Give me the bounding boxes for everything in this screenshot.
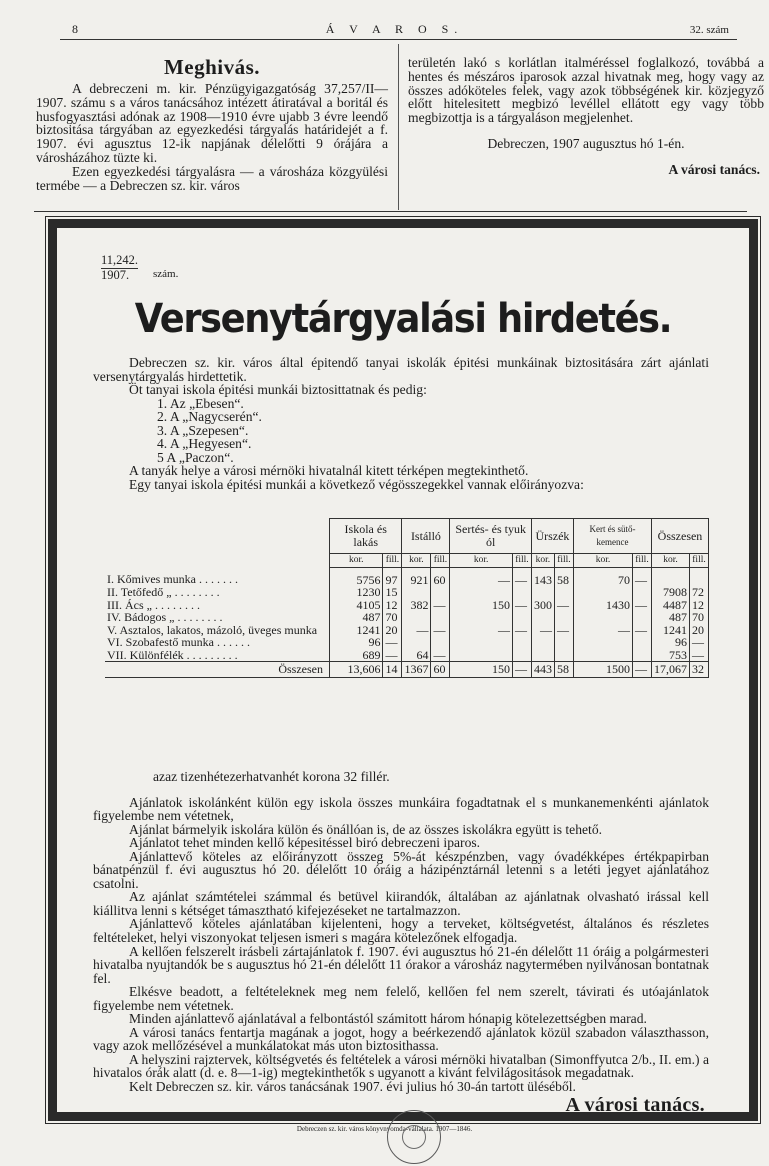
- table-cell-filler: —: [690, 649, 709, 662]
- table-cell-filler: [690, 567, 709, 586]
- table-cell-filler: —: [632, 567, 651, 586]
- table-cell-filler: 97: [383, 567, 402, 586]
- col-header: Istálló: [402, 519, 450, 554]
- condition-paragraph: Ajánlat bármelyik iskolára külön és önállóan is, de az összes iskolákra együtt is tehető.: [129, 821, 603, 837]
- condition-paragraph: Ajánlatot tehet minden kellő képesitéssel biró debreczeni iparos.: [129, 835, 481, 851]
- list-item: 4. A „Hegyesen“.: [157, 436, 252, 451]
- table-cell-filler: 12: [690, 599, 709, 612]
- sub-header-fill: fill.: [431, 554, 450, 568]
- table-cell-korona: [573, 586, 632, 599]
- table-corner: [105, 519, 330, 554]
- sub-header-row: [105, 554, 709, 568]
- table-cell-korona: [573, 636, 632, 649]
- table-cell-korona: [450, 611, 513, 624]
- table-cell-korona: 17,067: [651, 662, 689, 678]
- table-cell-korona: [573, 611, 632, 624]
- table-cell-korona: 150: [450, 662, 513, 678]
- table-cell-korona: [531, 649, 554, 662]
- table-row: [105, 662, 709, 678]
- notice-signer: A városi tanács.: [565, 1094, 705, 1116]
- table-cell-filler: —: [383, 636, 402, 649]
- table-cell-korona: 70: [573, 567, 632, 586]
- table-cell-korona: [651, 567, 689, 586]
- invitation-paragraph: A debreczeni m. kir. Pénzügyigazgatóság 37,257/II—1907. számu s a város tanácsához intézett átiratával a boritál és husfogyasztási adónak az 1908—1910 évre ujabb 3 évre leendő biztositása tárgyában az egyezkedési tárgyalás határidejét a f. 1907. évi agusztus 12-ik napjának délelőtti 9 órájára a városházához tüzte ki.: [36, 81, 388, 165]
- row-label: VI. Szobafestő munka . . . . . .: [107, 635, 250, 649]
- table-cell-korona: —: [573, 624, 632, 637]
- table-cell-korona: 487: [330, 611, 383, 624]
- sub-header-kor: kor.: [330, 554, 383, 568]
- table-cell-filler: [431, 636, 450, 649]
- condition-paragraph: A kellően felszerelt irásbeli zártajánlatok f. 1907. évi augusztus hó 21-én délelőtt 11 óráig a polgármesteri hivatalba nyujtandók be s augusztus hó 21-én délelőtt 11 órakor a városház nagytermében nyilvánosan bontatnak fel.: [93, 943, 709, 986]
- table-cell-filler: 70: [690, 611, 709, 624]
- col-header: Sertés- és tyuk ól: [450, 519, 532, 554]
- table-cell-filler: —: [383, 649, 402, 662]
- library-stamp: [387, 1110, 441, 1164]
- condition-paragraph: Ajánlatok iskolánként külön egy iskola összes munkáira fogadtatnak el s munkanemenkénti ajánlatok figyelembe nem vétetnek,: [93, 794, 709, 824]
- issue-number: 32. szám: [689, 24, 729, 36]
- col-header: Ürszék: [531, 519, 573, 554]
- list-item: 2. A „Nagycserén“.: [157, 409, 262, 424]
- condition-paragraph: A városi tanács fentartja magának a jogot, hogy a beérkezendő ajánlatok közül szabadon választhasson, vagy azok mellőzésével a munkálatokat más uton biztosithassa.: [93, 1024, 709, 1054]
- table-cell-filler: 32: [690, 662, 709, 678]
- invitation-title: Meghivás.: [163, 55, 261, 79]
- table-cell-korona: 4105: [330, 599, 383, 612]
- table-cell-filler: 14: [383, 662, 402, 678]
- cost-table: [105, 518, 709, 678]
- sub-header-kor: kor.: [402, 554, 431, 568]
- table-cell-korona: 921: [402, 567, 431, 586]
- table-cell-filler: 20: [690, 624, 709, 637]
- notice-conditions: [93, 770, 709, 1094]
- table-cell-filler: [554, 586, 573, 599]
- table-cell-filler: —: [690, 636, 709, 649]
- table-cell-filler: [512, 586, 531, 599]
- header-rule: [60, 39, 737, 40]
- table-cell-korona: 150: [450, 599, 513, 612]
- sub-header-fill: fill.: [383, 554, 402, 568]
- table-cell-filler: 60: [431, 567, 450, 586]
- table-cell-filler: 70: [383, 611, 402, 624]
- table-cell-korona: 96: [330, 636, 383, 649]
- table-cell-korona: —: [402, 624, 431, 637]
- col-header: Kert és sütő-kemence: [573, 519, 651, 554]
- invitation-right-column: [408, 56, 764, 177]
- table-cell-korona: 300: [531, 599, 554, 612]
- table-cell-korona: 7908: [651, 586, 689, 599]
- table-cell-filler: —: [431, 624, 450, 637]
- condition-paragraph: Ajánlattevő köteles az előirányzott összeg 5%-át készpénzben, vagy óvadékképes értékpapirban bánatpénzül f. évi augusztus hó 20. délelőtt 10 óráig a házipénztárnál letenni s a letéti jegyet ajánlatához csatolni.: [93, 848, 709, 891]
- table-cell-korona: 382: [402, 599, 431, 612]
- sub-header-fill: fill.: [554, 554, 573, 568]
- paper-title: Á V A R O S.: [325, 22, 464, 36]
- table-cell-filler: [512, 611, 531, 624]
- invitation-paragraph: Ezen egyezkedési tárgyalásra — a városháza közgyülési termébe — a Debreczen sz. kir. város: [36, 163, 388, 193]
- ref-year: 1907.: [101, 268, 130, 282]
- table-cell-korona: —: [531, 624, 554, 637]
- table-cell-filler: [632, 649, 651, 662]
- list-item: 1. Az „Ebesen“.: [157, 395, 244, 411]
- table-cell-korona: 96: [651, 636, 689, 649]
- invitation-paragraph: területén lakó s korlátlan italméréssel foglalkozó, továbbá a hentes és mészáros iparosok azzal hivatnak meg, hogy vagy az összes adóköteles felek, vagy azok többségének kir. közjegyző előtt hitelesitett megbizó levéllel ellátott egy vagy több megbizottja is a tárgyaláson megjelenhet.: [408, 55, 764, 126]
- condition-paragraph: Minden ajánlattevő ajánlatával a felbontástól számitott három hónapig kötelezettségben marad.: [129, 1011, 647, 1027]
- row-label: IV. Bádogos „ . . . . . . . .: [107, 610, 223, 624]
- table-cell-korona: [402, 636, 431, 649]
- table-cell-korona: 1241: [651, 624, 689, 637]
- col-header: Összesen: [651, 519, 708, 554]
- invitation-left-column: [36, 55, 388, 192]
- condition-paragraph: Elkésve beadott, a feltételeknek meg nem felelő, kellően fel nem szerelt, távirati és utóajánlatok figyelembe nem vétetnek.: [93, 984, 709, 1013]
- table-cell-korona: 443: [531, 662, 554, 678]
- table-row: [105, 586, 709, 599]
- table-cell-filler: [632, 611, 651, 624]
- table-cell-korona: [450, 649, 513, 662]
- notice-title: Versenytárgyalási hirdetés.: [134, 296, 672, 342]
- table-lead: Egy tanyai iskola épitési munkái a következő végösszegekkel vannak előirányozva:: [129, 476, 584, 492]
- table-cell-korona: 753: [651, 649, 689, 662]
- amount-words: azaz tizenhétezerhatvanhét korona 32 fillér.: [153, 769, 390, 784]
- table-cell-korona: [450, 586, 513, 599]
- sub-header-kor: kor.: [573, 554, 632, 568]
- table-cell-filler: [554, 611, 573, 624]
- table-cell-filler: [431, 586, 450, 599]
- table-cell-korona: [573, 649, 632, 662]
- notice-body: [57, 228, 749, 1116]
- row-label: V. Asztalos, lakatos, mázoló, üveges munka: [107, 622, 318, 637]
- table-cell-filler: [632, 636, 651, 649]
- table-cell-filler: 58: [554, 662, 573, 678]
- table-cell-filler: —: [512, 567, 531, 586]
- notice-intro-text: Debreczen sz. kir. város által épitendő tanyai iskolák épitési munkáinak biztositására zárt ajánlati versenytárgyalás hirdettetik.: [93, 355, 709, 384]
- notice-intro: [93, 356, 709, 491]
- table-cell-filler: [431, 611, 450, 624]
- page-header: [60, 22, 729, 40]
- table-cell-korona: 1241: [330, 624, 383, 637]
- list-item: 5 A „Paczon“.: [157, 449, 234, 465]
- table-cell-filler: —: [512, 662, 531, 678]
- table-cell-filler: 72: [690, 586, 709, 599]
- page-number: 8: [72, 22, 78, 36]
- condition-paragraph: Kelt Debreczen sz. kir. város tanácsának 1907. évi julius hó 30-án tartott üléséből.: [129, 1079, 576, 1095]
- table-cell-korona: —: [450, 624, 513, 637]
- total-label: Összesen: [105, 662, 330, 678]
- table-cell-filler: 60: [431, 662, 450, 678]
- invitation-signer: A városi tanács.: [668, 161, 760, 177]
- table-cell-korona: 487: [651, 611, 689, 624]
- table-cell-filler: —: [512, 599, 531, 612]
- table-cell-korona: 1430: [573, 599, 632, 612]
- table-cell-korona: 13,606: [330, 662, 383, 678]
- table-cell-filler: —: [632, 624, 651, 637]
- ref-number: 11,242.: [101, 253, 139, 267]
- table-cell-filler: —: [431, 599, 450, 612]
- row-label: I. Kőmives munka . . . . . . .: [107, 572, 238, 587]
- section-rule: [34, 211, 747, 212]
- table-row: [105, 649, 709, 662]
- table-cell-filler: [554, 649, 573, 662]
- row-label: II. Tetőfedő „ . . . . . . . .: [107, 585, 220, 599]
- table-row: [105, 611, 709, 624]
- reference-number: [101, 253, 179, 282]
- table-cell-korona: —: [450, 567, 513, 586]
- table-cell-korona: 5756: [330, 567, 383, 586]
- condition-paragraph: Az ajánlat számtételei számmal és betüvel kiirandók, általában az ajánlatnak olvasható irással kell kiállitva lenni s kétséget támasztható kifejezéseket ne tartalmazzon.: [93, 889, 709, 918]
- table-cell-korona: 64: [402, 649, 431, 662]
- map-note: A tanyák helye a városi mérnöki hivatalnál kitett térképen megtekinthető.: [129, 463, 529, 478]
- table-corner: [105, 554, 330, 568]
- table-cell-filler: —: [632, 662, 651, 678]
- table-cell-filler: [512, 636, 531, 649]
- notice-frame: [48, 219, 758, 1121]
- table-cell-korona: [402, 611, 431, 624]
- sub-header-fill: fill.: [632, 554, 651, 568]
- table-cell-filler: [512, 649, 531, 662]
- table-cell-korona: 689: [330, 649, 383, 662]
- table-cell-filler: —: [554, 624, 573, 637]
- printer-imprint: Debreczen sz. kir. város könyvnyomda-vállalata. 1907—1846.: [296, 1125, 473, 1133]
- table-cell-filler: —: [554, 599, 573, 612]
- table-cell-filler: 12: [383, 599, 402, 612]
- table-cell-korona: 143: [531, 567, 554, 586]
- sub-header-fill: fill.: [690, 554, 709, 568]
- table-cell-filler: [632, 586, 651, 599]
- notice-lead: Öt tanyai iskola épitési munkái biztosittatnak és pedig:: [129, 382, 427, 397]
- table-cell-filler: —: [431, 649, 450, 662]
- table-cell-korona: [450, 636, 513, 649]
- sub-header-kor: kor.: [531, 554, 554, 568]
- sub-header-kor: kor.: [450, 554, 513, 568]
- table-cell-filler: —: [632, 599, 651, 612]
- table-row: [105, 567, 709, 586]
- sub-header-kor: kor.: [651, 554, 689, 568]
- col-header: Iskola és lakás: [330, 519, 402, 554]
- ref-szam: szám.: [153, 268, 179, 280]
- list-item: 3. A „Szepesen“.: [157, 422, 249, 438]
- table-cell-korona: [531, 611, 554, 624]
- condition-paragraph: Ajánlattevő köteles ajánlatában kijelenteni, hogy a terveket, költségvetést, általános és részletes feltételeket, helyi viszonyokat teljesen ismeri s magára kötelezőnek elfogadja.: [93, 916, 709, 946]
- table-cell-korona: 1230: [330, 586, 383, 599]
- table-cell-korona: [531, 586, 554, 599]
- table-cell-filler: 15: [383, 586, 402, 599]
- school-list: [93, 397, 709, 465]
- table-cell-filler: —: [512, 624, 531, 637]
- table-cell-korona: 4487: [651, 599, 689, 612]
- table-cell-filler: 20: [383, 624, 402, 637]
- condition-paragraph: A helyszini rajztervek, költségvetés és feltételek a városi mérnöki hivatalban (Simonffyutca 2/b., II. em.) a hivatalos órák alatt (d. e. 8—1-ig) megtekinthetők s ugyanott a kivánt felvilágositások megadatnak.: [93, 1051, 709, 1081]
- table-cell-korona: 1367: [402, 662, 431, 678]
- table-cell-filler: [554, 636, 573, 649]
- sub-header-fill: fill.: [512, 554, 531, 568]
- table-cell-filler: 58: [554, 567, 573, 586]
- table-row: [105, 636, 709, 649]
- row-label: III. Ács „ . . . . . . . .: [107, 597, 200, 612]
- table-cell-korona: [402, 586, 431, 599]
- invitation-date: Debreczen, 1907 augusztus hó 1-én.: [487, 135, 685, 151]
- table-cell-korona: 1500: [573, 662, 632, 678]
- column-divider: [398, 44, 399, 210]
- row-label: VII. Különfélék . . . . . . . . .: [107, 647, 238, 662]
- table-cell-korona: [531, 636, 554, 649]
- table-body: [105, 567, 709, 678]
